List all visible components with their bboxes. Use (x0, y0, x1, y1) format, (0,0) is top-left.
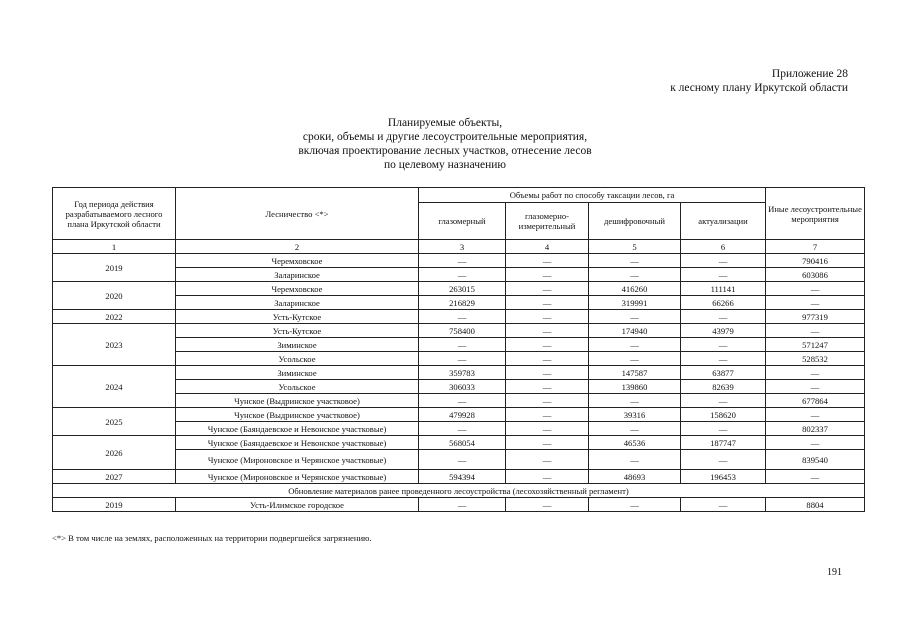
works-table (52, 187, 865, 512)
header-update: актуализации (681, 203, 766, 240)
col-num: 2 (176, 240, 419, 254)
value-cell: 977319 (766, 310, 865, 324)
value-cell: 594394 (419, 470, 506, 484)
appendix-line-1: Приложение 28 (771, 68, 848, 80)
table-body (53, 254, 865, 512)
value-cell: 416260 (589, 282, 681, 296)
value-cell: — (766, 366, 865, 380)
value-cell: — (766, 436, 865, 450)
col-num: 7 (766, 240, 865, 254)
value-cell: — (419, 338, 506, 352)
value-cell: 568054 (419, 436, 506, 450)
forestry-cell: Чунское (Баяндаевское и Невонское участковые) (176, 422, 419, 436)
forestry-cell: Чунское (Выдринское участковое) (176, 394, 419, 408)
value-cell: — (681, 338, 766, 352)
value-cell: 603086 (766, 268, 865, 282)
value-cell: — (506, 310, 589, 324)
value-cell: 147587 (589, 366, 681, 380)
value-cell: — (766, 324, 865, 338)
header-other: Иные лесоустроительные мероприятия (766, 188, 865, 240)
value-cell: — (681, 254, 766, 268)
forestry-cell: Чунское (Выдринское участковое) (176, 408, 419, 422)
year-cell: 2024 (53, 366, 176, 408)
document-title (245, 116, 645, 172)
table-row (53, 310, 865, 324)
value-cell: 790416 (766, 254, 865, 268)
value-cell: — (419, 268, 506, 282)
col-num: 4 (506, 240, 589, 254)
value-cell: — (506, 408, 589, 422)
forestry-cell: Усольское (176, 380, 419, 394)
value-cell: — (506, 450, 589, 470)
page-number: 191 (827, 567, 842, 578)
value-cell: — (766, 282, 865, 296)
value-cell: — (506, 296, 589, 310)
table-row (53, 324, 865, 338)
value-cell: — (419, 498, 506, 512)
value-cell: 39316 (589, 408, 681, 422)
value-cell: — (419, 422, 506, 436)
value-cell: — (681, 310, 766, 324)
col-num: 5 (589, 240, 681, 254)
title-line-1: Планируемые объекты, (387, 117, 503, 129)
value-cell: — (589, 498, 681, 512)
header-eye: глазомерный (419, 203, 506, 240)
value-cell: 48693 (589, 470, 681, 484)
value-cell: — (681, 268, 766, 282)
forestry-cell: Чунское (Баяндаевское и Невонское участковые) (176, 436, 419, 450)
year-cell: 2019 (53, 498, 176, 512)
forestry-cell: Заларинское (176, 296, 419, 310)
table-row (53, 436, 865, 450)
forestry-cell: Усольское (176, 352, 419, 366)
value-cell: — (589, 352, 681, 366)
title-line-4: по целевому назначению (383, 159, 507, 171)
value-cell: — (589, 268, 681, 282)
value-cell: — (766, 408, 865, 422)
value-cell: 839540 (766, 450, 865, 470)
value-cell: — (681, 498, 766, 512)
value-cell: — (419, 254, 506, 268)
value-cell: 677864 (766, 394, 865, 408)
value-cell: — (766, 296, 865, 310)
year-cell: 2022 (53, 310, 176, 324)
table-row (53, 254, 865, 268)
value-cell: 263015 (419, 282, 506, 296)
table-row (53, 282, 865, 296)
value-cell: — (506, 380, 589, 394)
value-cell: 758400 (419, 324, 506, 338)
value-cell: — (506, 470, 589, 484)
appendix-header (670, 67, 848, 95)
value-cell: — (419, 394, 506, 408)
value-cell: — (506, 268, 589, 282)
value-cell: 111141 (681, 282, 766, 296)
value-cell: — (589, 310, 681, 324)
value-cell: 8804 (766, 498, 865, 512)
table-row (53, 366, 865, 380)
header-volumes: Объемы работ по способу таксации лесов, га (419, 188, 766, 203)
value-cell: 359783 (419, 366, 506, 380)
value-cell: — (766, 470, 865, 484)
value-cell: — (506, 254, 589, 268)
value-cell: — (419, 352, 506, 366)
value-cell: — (506, 338, 589, 352)
value-cell: — (506, 498, 589, 512)
value-cell: 158620 (681, 408, 766, 422)
value-cell: — (589, 254, 681, 268)
value-cell: 139860 (589, 380, 681, 394)
value-cell: — (506, 324, 589, 338)
header-decode: дешифровочный (589, 203, 681, 240)
value-cell: — (589, 422, 681, 436)
year-cell: 2020 (53, 282, 176, 310)
value-cell: — (766, 380, 865, 394)
value-cell: — (419, 450, 506, 470)
value-cell: 63877 (681, 366, 766, 380)
value-cell: — (589, 338, 681, 352)
value-cell: 196453 (681, 470, 766, 484)
value-cell: 46536 (589, 436, 681, 450)
section-title: Обновление материалов ранее проведенного лесоустройства (лесохозяйственный регламент) (53, 484, 865, 498)
section-row (53, 484, 865, 498)
value-cell: — (506, 282, 589, 296)
value-cell: — (589, 450, 681, 470)
forestry-cell: Зиминское (176, 366, 419, 380)
value-cell: 216829 (419, 296, 506, 310)
value-cell: 571247 (766, 338, 865, 352)
value-cell: — (506, 366, 589, 380)
footnote: <*> В том числе на землях, расположенных на территории подвергшейся загрязнению. (52, 533, 372, 543)
year-cell: 2025 (53, 408, 176, 436)
year-cell: 2019 (53, 254, 176, 282)
forestry-cell: Усть-Илимское городское (176, 498, 419, 512)
value-cell: — (506, 352, 589, 366)
value-cell: — (419, 310, 506, 324)
value-cell: 43979 (681, 324, 766, 338)
value-cell: — (681, 352, 766, 366)
title-line-2: сроки, объемы и другие лесоустроительные мероприятия, (302, 131, 588, 143)
value-cell: 319991 (589, 296, 681, 310)
header-eye-measure: глазомерно-измерительный (506, 203, 589, 240)
table-row (53, 470, 865, 484)
value-cell: 82639 (681, 380, 766, 394)
forestry-cell: Усть-Кутское (176, 310, 419, 324)
forestry-cell: Зиминское (176, 338, 419, 352)
value-cell: 802337 (766, 422, 865, 436)
forestry-cell: Усть-Кутское (176, 324, 419, 338)
col-num: 3 (419, 240, 506, 254)
table-row (53, 498, 865, 512)
appendix-line-2: к лесному плану Иркутской области (670, 82, 848, 94)
value-cell: 528532 (766, 352, 865, 366)
value-cell: — (681, 394, 766, 408)
year-cell: 2023 (53, 324, 176, 366)
value-cell: — (506, 394, 589, 408)
value-cell: 306033 (419, 380, 506, 394)
title-line-3: включая проектирование лесных участков, отнесение лесов (298, 145, 592, 157)
header-period: Год периода действия разрабатываемого лесного плана Иркутской области (53, 188, 176, 240)
col-num: 6 (681, 240, 766, 254)
header-forestry: Лесничество <*> (176, 188, 419, 240)
forestry-cell: Чунское (Мироновское и Черянское участковые) (176, 470, 419, 484)
forestry-cell: Заларинское (176, 268, 419, 282)
value-cell: 187747 (681, 436, 766, 450)
year-cell: 2027 (53, 470, 176, 484)
year-cell: 2026 (53, 436, 176, 470)
forestry-cell: Черемховское (176, 254, 419, 268)
table-row (53, 408, 865, 422)
value-cell: 479928 (419, 408, 506, 422)
forestry-cell: Чунское (Мироновское и Черянское участковые) (176, 450, 419, 470)
column-numbers-row (53, 240, 865, 254)
col-num: 1 (53, 240, 176, 254)
forestry-cell: Черемховское (176, 282, 419, 296)
value-cell: 174940 (589, 324, 681, 338)
value-cell: — (681, 450, 766, 470)
value-cell: — (681, 422, 766, 436)
value-cell: 66266 (681, 296, 766, 310)
value-cell: — (589, 394, 681, 408)
value-cell: — (506, 422, 589, 436)
value-cell: — (506, 436, 589, 450)
